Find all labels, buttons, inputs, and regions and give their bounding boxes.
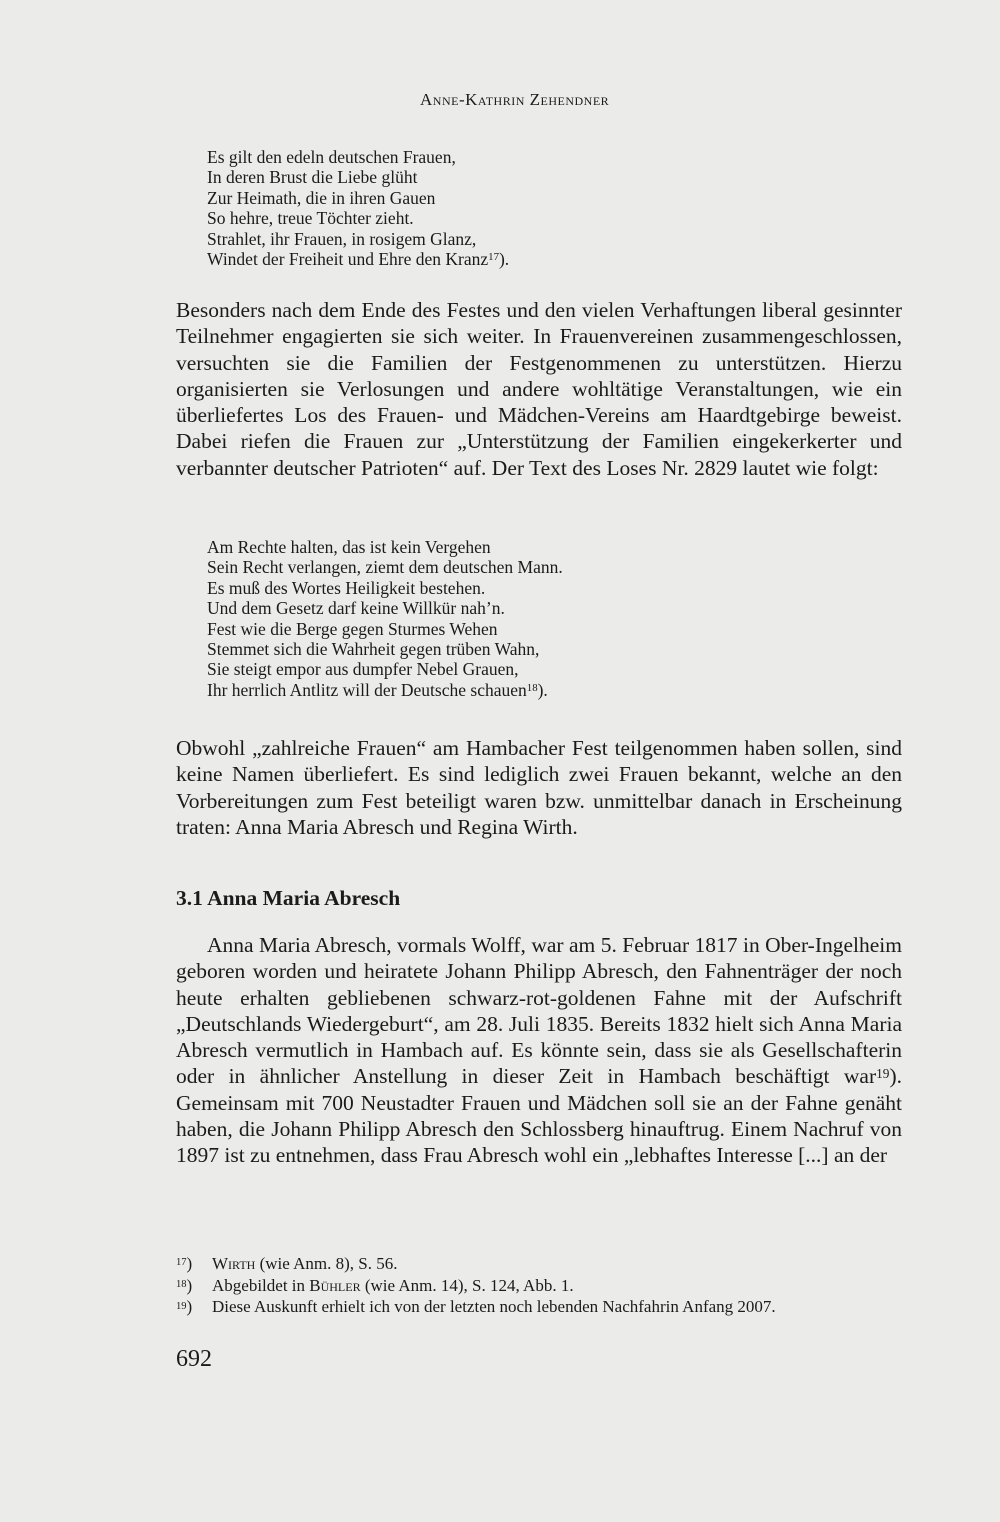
footnote-author: Bühler xyxy=(309,1275,361,1295)
footnote-17 xyxy=(176,1253,776,1275)
footnote-number-digits: 19 xyxy=(176,1300,187,1312)
verse-line xyxy=(207,249,509,269)
footnote-19 xyxy=(176,1296,776,1318)
verse-line: So hehre, treue Töchter zieht. xyxy=(207,208,414,229)
paragraph-text: ). Gemeinsam mit 700 Neustadter Frauen und Mädchen soll sie an der Fahne genäht haben, die Johann Philipp Abresch den Schlossberg hinauftrug. Einem Nachruf von 1897 ist zu entnehmen, dass Frau Abresch wohl ein „lebhaftes Interesse [...] an der xyxy=(176,1064,902,1168)
verse-line: Sie steigt empor aus dumpfer Nebel Grauen, xyxy=(207,659,519,680)
footnote-number-digits: 17 xyxy=(176,1257,187,1269)
footnote-text: (wie Anm. 14), S. 124, Abb. 1. xyxy=(360,1275,574,1295)
verse-line-end: ). xyxy=(537,679,548,700)
footnote-number-paren: ) xyxy=(186,1275,193,1295)
footnote-number xyxy=(176,1275,212,1297)
running-head: Anne-Kathrin Zehendner xyxy=(420,90,610,109)
verse-line: Am Rechte halten, das ist kein Vergehen xyxy=(207,537,491,557)
paragraph-text: Anna Maria Abresch, vormals Wolff, war am 5. Februar 1817 in Ober-Ingelheim geboren worden und heiratete Johann Philipp Abresch, den Fahnenträger der noch heute erhalten gebliebenen schwarz-rot-goldenen Fahne mit der Aufschrift „Deutschlands Wiedergeburt“, am 28. Juli 1835. Bereits 1832 hielt sich Anna Maria Abresch vermutlich in Hambach auf. Es könnte sein, dass sie als Gesellschafterin oder in ähnlicher Anstellung in dieser Zeit in Hambach beschäftigt war xyxy=(176,933,902,1089)
section-heading: 3.1 Anna Maria Abresch xyxy=(176,886,401,910)
verse-line-end: ). xyxy=(498,249,510,270)
footnote-text-prefix: Abgebildet in xyxy=(212,1275,310,1295)
footnote-text: (wie Anm. 8), S. 56. xyxy=(255,1254,398,1273)
paragraph-abresch xyxy=(176,932,902,1169)
footnote-ref: 19 xyxy=(876,1065,890,1081)
footnote-number-paren: ) xyxy=(186,1254,193,1273)
footnote-18 xyxy=(176,1275,776,1297)
verse-line: In deren Brust die Liebe glüht xyxy=(207,167,418,188)
verse-line: Fest wie die Berge gegen Sturmes Wehen xyxy=(207,618,498,639)
footnote-number xyxy=(176,1296,212,1318)
verse-line-text: Windet der Freiheit und Ehre den Kranz xyxy=(207,249,489,270)
footnotes xyxy=(176,1253,776,1318)
poem-stanza-1 xyxy=(207,147,509,269)
footnote-number-paren: ) xyxy=(186,1297,193,1317)
verse-line: Und dem Gesetz darf keine Willkür nah’n. xyxy=(207,598,505,619)
footnote-number xyxy=(176,1253,212,1275)
verse-line: Sein Recht verlangen, ziemt dem deutschen Mann. xyxy=(207,557,563,578)
verse-line-text: Ihr herrlich Antlitz will der Deutsche schauen xyxy=(207,679,527,700)
poem-stanza-2 xyxy=(207,537,563,700)
verse-line: Stemmet sich die Wahrheit gegen trüben Wahn, xyxy=(207,639,540,660)
footnote-ref: 18 xyxy=(526,681,538,694)
paragraph-frauenvereine: Besonders nach dem Ende des Festes und den vielen Verhaftungen liberal gesinnter Teilnehmer engagierten sie sich weiter. In Frauenvereinen zusammengeschlossen, versuchten sie die Familien der Festgenommenen zu unterstützen. Hierzu organisierten sie Verlosungen und andere wohltätige Veranstaltungen, wie ein überliefertes Los des Frauen- und Mädchen-Vereins am Haardtgebirge beweist. Dabei riefen die Frauen zur „Unterstützung der Familien eingekerkerter und verbannter deutscher Patrioten“ auf. Der Text des Loses Nr. 2829 lautet wie folgt: xyxy=(176,298,902,480)
footnote-ref: 17 xyxy=(488,251,499,264)
verse-line: Zur Heimath, die in ihren Gauen xyxy=(207,187,436,208)
page-number: 692 xyxy=(176,1346,212,1372)
footnote-author: Wirth xyxy=(212,1254,256,1273)
paragraph-frauen-namen: Obwohl „zahlreiche Frauen“ am Hambacher Fest teilgenommen haben sollen, sind keine Namen überliefert. Es sind lediglich zwei Frauen bekannt, welche an den Vorbereitungen zum Fest beteiligt waren bzw. unmittelbar danach in Erscheinung traten: Anna Maria Abresch und Regina Wirth. xyxy=(176,736,902,839)
footnote-number-digits: 18 xyxy=(176,1278,187,1290)
footnote-text: Diese Auskunft erhielt ich von der letzten noch lebenden Nachfahrin Anfang 2007. xyxy=(212,1297,776,1317)
verse-line: Es muß des Wortes Heiligkeit bestehen. xyxy=(207,577,486,598)
verse-line: Es gilt den edeln deutschen Frauen, xyxy=(207,147,456,167)
verse-line xyxy=(207,680,563,700)
verse-line: Strahlet, ihr Frauen, in rosigem Glanz, xyxy=(207,228,477,249)
